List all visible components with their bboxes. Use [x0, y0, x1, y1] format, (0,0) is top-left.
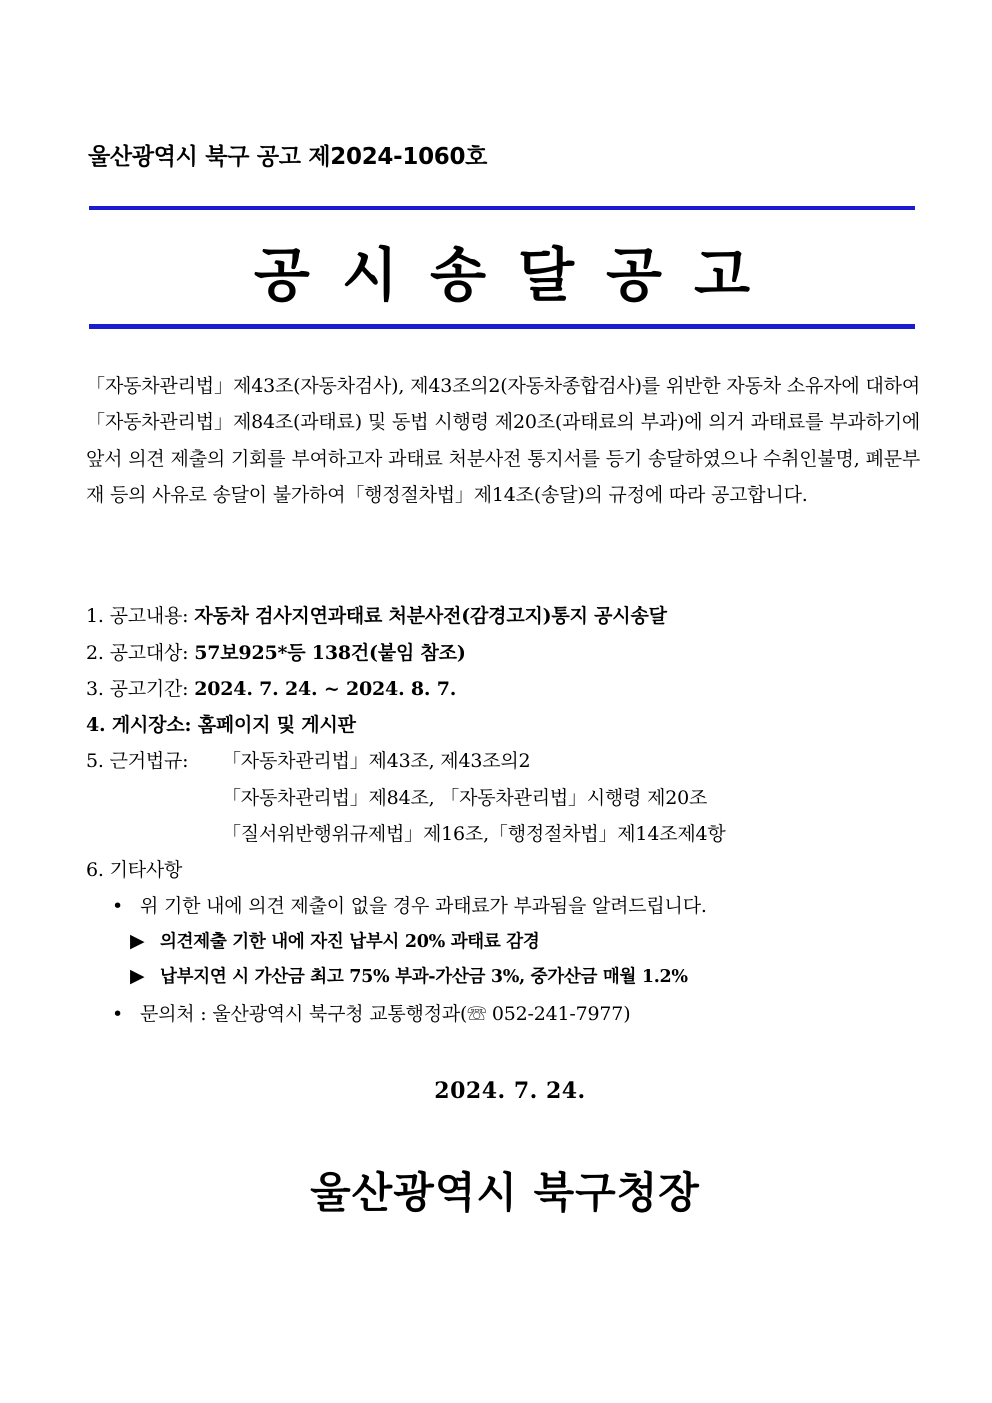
item-location-value: 홈페이지 및 게시판: [197, 714, 356, 736]
item-content-label: 1. 공고내용:: [86, 605, 189, 627]
contact-text: 문의처 : 울산광역시 북구청 교통행정과(☏ 052-241-7977): [140, 1003, 631, 1025]
notice-number: 울산광역시 북구 공고 제2024-1060호: [88, 144, 488, 170]
sub-item-surcharge: [130, 963, 688, 988]
item-period-label: 3. 공고기간:: [86, 678, 189, 700]
sub-item-reduction: [130, 928, 540, 953]
triangle-arrow-icon: ▶: [130, 930, 145, 952]
notice-date: 2024. 7. 24.: [434, 1078, 586, 1104]
signer-name: 울산광역시 북구청장: [310, 1168, 700, 1217]
sub-item-reduction-text: 의견제출 기한 내에 자진 납부시 20% 과태료 감경: [160, 932, 540, 952]
item-content-value: 자동차 검사지연과태료 처분사전(감경고지)통지 공시송달: [194, 605, 667, 627]
other-label: 6. 기타사항: [86, 859, 183, 881]
title-rule-bottom: [89, 324, 915, 329]
item-target-value: 57보925*등 138건(붙임 참조): [194, 642, 466, 664]
legal-basis-label: 5. 근거법규:: [86, 750, 189, 772]
triangle-arrow-icon: ▶: [130, 965, 145, 987]
item-content: [86, 601, 667, 628]
sub-item-surcharge-text: 납부지연 시 가산금 최고 75% 부과-가산금 3%, 중가산금 매월 1.2%: [160, 967, 688, 987]
page-title: 공시송달공고: [253, 241, 783, 309]
bullet-deadline-text: 위 기한 내에 의견 제출이 없을 경우 과태료가 부과됨을 알려드립니다.: [140, 895, 707, 917]
bullet-dot-icon: •: [112, 1003, 124, 1025]
item-target: [86, 638, 466, 665]
item-target-label: 2. 공고대상:: [86, 642, 189, 664]
title-rule-top: [89, 206, 915, 210]
bullet-dot-icon: •: [112, 895, 124, 917]
legal-basis-line-2: 「자동차관리법」제84조, 「자동차관리법」시행령 제20조: [222, 787, 708, 809]
item-location: [86, 710, 356, 737]
bullet-deadline-notice: [112, 891, 707, 918]
legal-basis-line-1: 「자동차관리법」제43조, 제43조의2: [222, 750, 531, 772]
intro-paragraph: 「자동차관리법」제43조(자동차검사), 제43조의2(자동차종합검사)를 위반한 자동차 소유자에 대하여 「자동차관리법」제84조(과태료) 및 동법 시행령 제20조(과태료의 부과)에 의거 과태료를 부과하기에 앞서 의견 제출의 기회를 부여하고자 과태료 처분사전 통지서를 등기 송달하였으나 수취인불명, 폐문부재 등의 사유로 송달이 불가하여「행정절차법」제14조(송달)의 규정에 따라 공고합니다.: [86, 375, 920, 507]
item-period-value: 2024. 7. 24. ~ 2024. 8. 7.: [194, 678, 457, 700]
legal-basis-line-3: 「질서위반행위규제법」제16조,「행정절차법」제14조제4항: [222, 823, 726, 845]
item-location-label: 4. 게시장소:: [86, 714, 192, 736]
item-period: [86, 674, 456, 701]
bullet-contact: [112, 999, 630, 1026]
